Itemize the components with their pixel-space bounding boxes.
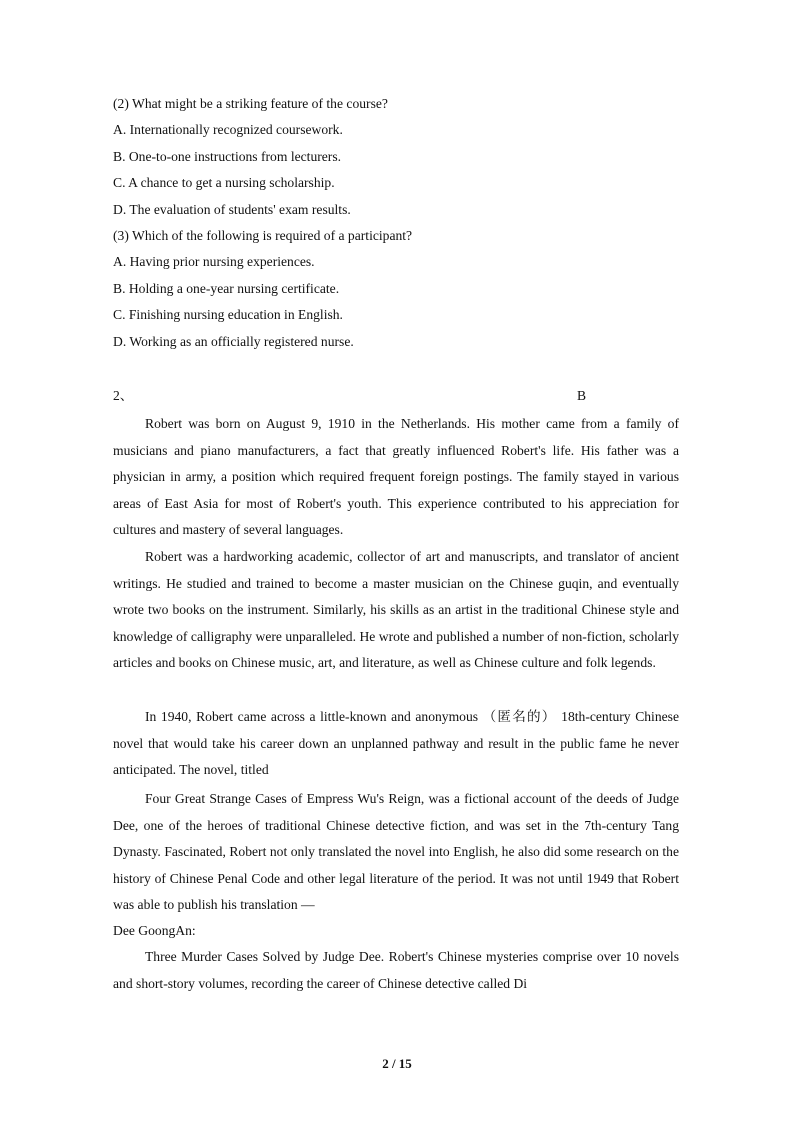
passage-paragraph-4: Four Great Strange Cases of Empress Wu's Reign, was a fictional account of the deeds of Judge Dee, one of the heroes of traditional Chinese detective fiction, and was set in the 7th-century Tang Dynasty. Fascinated, Robert not only translated the novel into English, he also did some research on the history of Chinese Penal Code and other legal literature of the period. It was not until 1949 that Robert was able to publish his translation — xyxy=(113,791,679,912)
question-2-option-b: B. One-to-one instructions from lecturers. xyxy=(113,149,342,164)
passage-paragraph-3: In 1940, Robert came across a little-known and anonymous （匿名的） 18th-century Chinese novel that would take his career down an unplanned pathway and result in the public fame he never anticipated. The novel, titled xyxy=(113,709,679,777)
question-2-stem: (2) What might be a striking feature of the course? xyxy=(113,96,388,111)
question-3-option-c: C. Finishing nursing education in English. xyxy=(113,307,343,322)
question-3-option-a: A. Having prior nursing experiences. xyxy=(113,254,315,269)
question-2-option-d: D. The evaluation of students' exam results. xyxy=(113,202,351,217)
question-2-option-c: C. A chance to get a nursing scholarship. xyxy=(113,175,335,190)
passage-paragraph-2: Robert was a hardworking academic, collector of art and manuscripts, and translator of ancient writings. He studied and trained to become a master musician on the Chinese guqin, and eventually wrote two books on the instrument. Similarly, his skills as an artist in the traditional Chinese style and knowledge of calligraphy were unparalleled. He wrote and published a number of non-fiction, scholarly articles and books on Chinese music, art, and literature, as well as Chinese culture and folk legends. xyxy=(113,549,679,670)
page-number: 2 / 15 xyxy=(382,1056,412,1071)
passage-paragraph-1: Robert was born on August 9, 1910 in the Netherlands. His mother came from a family of musicians and piano manufacturers, a fact that greatly influenced Robert's life. His father was a physician in army, a position which required frequent foreign postings. The family stayed in various areas of East Asia for most of Robert's youth. This experience contributed to his appreciation for cultures and mastery of several languages. xyxy=(113,416,679,537)
question-3-stem: (3) Which of the following is required of a participant? xyxy=(113,228,413,243)
question-2-option-a: A. Internationally recognized coursework. xyxy=(113,122,343,137)
passage-paragraph-6: Three Murder Cases Solved by Judge Dee. Robert's Chinese mysteries comprise over 10 novels and short-story volumes, recording the career of Chinese detective called Di xyxy=(113,949,679,991)
passage-paragraph-5: Dee GoongAn: xyxy=(113,923,196,938)
section-number: 2、 xyxy=(113,388,134,403)
section-letter: B xyxy=(577,388,587,403)
question-3-option-b: B. Holding a one-year nursing certificate. xyxy=(113,281,340,296)
question-3-option-d: D. Working as an officially registered nurse. xyxy=(113,334,354,349)
